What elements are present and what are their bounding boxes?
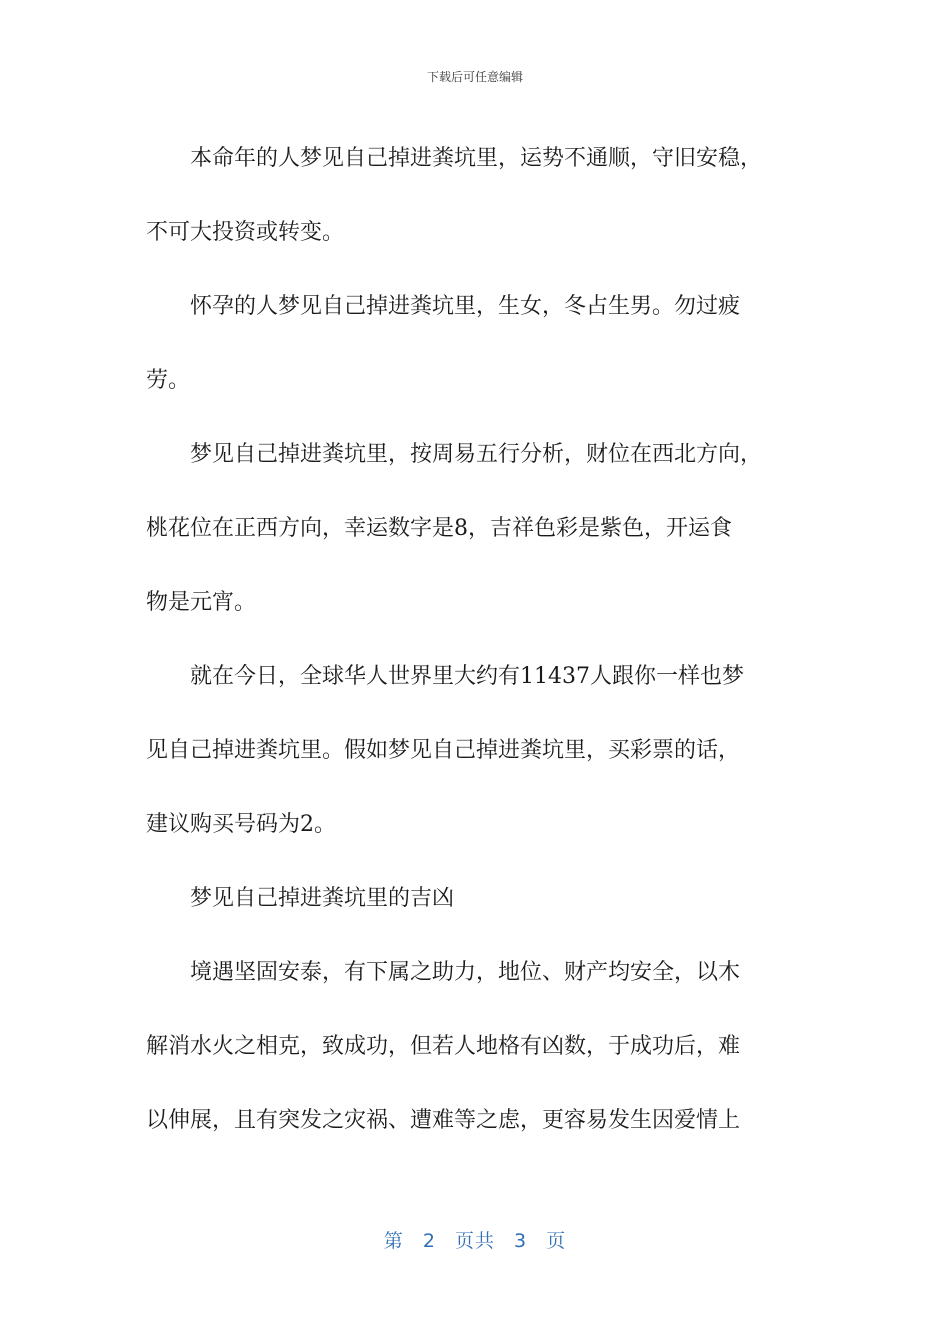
paragraph: 梦见自己掉进粪坑里，按周易五行分析，财位在西北方向， 桃花位在正西方向，幸运数字是8，吉祥色彩是紫色，开运食 物是元宵。 (146, 442, 763, 615)
footer-ye: 页 (546, 1230, 567, 1252)
document-body (146, 122, 810, 1158)
paragraph: 境遇坚固安泰，有下属之助力，地位、财产均安全，以木 解消水火之相克，致成功，但若人地格有凶数，于成功后，难 以伸展，且有突发之灾祸、遭难等之虑，更容易发生因爱情上 (146, 960, 741, 1133)
paragraph: 怀孕的人梦见自己掉进粪坑里，生女，冬占生男。勿过疲 劳。 (146, 294, 741, 393)
page-header: 下载后可任意编辑 (426, 70, 523, 84)
page-footer (0, 1226, 950, 1253)
paragraph: 本命年的人梦见自己掉进粪坑里，运势不通顺，守旧安稳， 不可大投资或转变。 (146, 146, 763, 245)
footer-ye-gong: 页共 (454, 1230, 495, 1252)
footer-di: 第 (383, 1230, 404, 1252)
paragraph: 就在今日，全球华人世界里大约有11437人跟你一样也梦 见自己掉进粪坑里。假如梦见自己掉进粪坑里，买彩票的话， 建议购买号码为2。 (146, 664, 744, 837)
total-page-number: 3 (514, 1230, 528, 1252)
section-heading: 梦见自己掉进粪坑里的吉凶 (190, 886, 455, 911)
current-page-number: 2 (422, 1230, 436, 1252)
